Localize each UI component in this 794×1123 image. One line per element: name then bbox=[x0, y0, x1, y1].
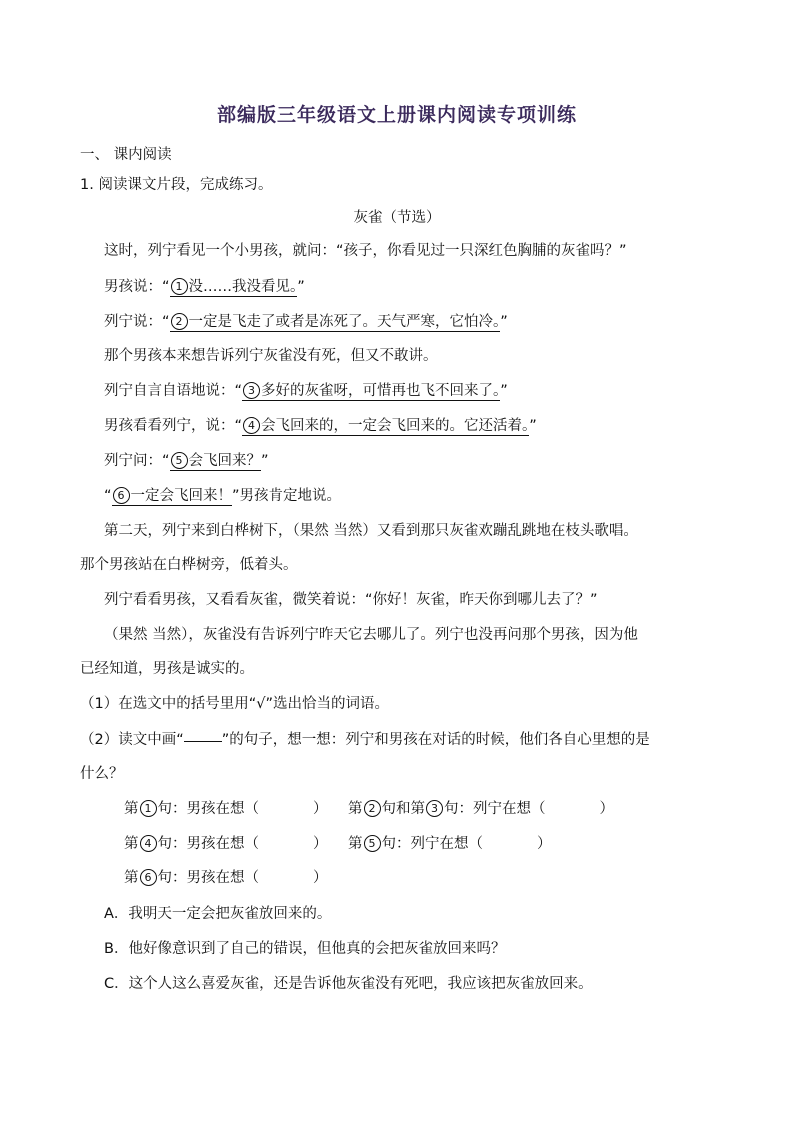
underlined-sentence-6: 6 一定会飞回来！ bbox=[112, 488, 233, 506]
page-title: 部编版三年级语文上册课内阅读专项训练 bbox=[216, 104, 577, 126]
option-b: B．他好像意识到了自己的错误，但他真的会把灰雀放回来吗？ bbox=[104, 941, 506, 957]
passage-paragraph-9-line-2: 那个男孩站在白桦树旁，低着头。 bbox=[80, 557, 298, 573]
fill-item-3: 第 4 句：男孩在想（ ） bbox=[124, 836, 328, 852]
passage-paragraph-10: 列宁看看男孩，又看看灰雀，微笑着说：“你好！灰雀，昨天你到哪儿去了？” bbox=[104, 592, 598, 608]
underline-sample bbox=[184, 729, 222, 742]
fill-item-1: 第 1 句：男孩在想（ ） bbox=[124, 801, 328, 817]
underlined-sentence-2: 2 一定是飞走了或者是冻死了。天气严寒，它怕冷。 bbox=[170, 314, 501, 332]
sub-question-2-line-1: （2）读文中画“ ”的句子，想一想：列宁和男孩在对话的时候，他们各自心里想的是 bbox=[80, 729, 650, 750]
passage-title: 灰雀（节选） bbox=[353, 210, 441, 226]
passage-paragraph-4: 那个男孩本来想告诉列宁灰雀没有死，但又不敢讲。 bbox=[104, 348, 438, 364]
underlined-sentence-5: 5 会飞回来？ bbox=[170, 453, 262, 471]
underlined-sentence-1: 1 没……我没看见。 bbox=[170, 279, 298, 297]
section-heading: 一、 课内阅读 bbox=[80, 147, 172, 163]
passage-paragraph-1: 这时，列宁看见一个小男孩，就问：“孩子，你看见过一只深红色胸脯的灰雀吗？” bbox=[104, 243, 627, 259]
fill-item-4: 第 5 句：列宁在想（ ） bbox=[348, 836, 552, 852]
passage-paragraph-5: 列宁自言自语地说：“ 3 多好的灰雀呀，可惜再也飞不回来了。” bbox=[104, 383, 508, 399]
fill-item-5: 第 6 句：男孩在想（ ） bbox=[124, 870, 328, 886]
passage-paragraph-6: 男孩看看列宁，说：“ 4 会飞回来的，一定会飞回来的。它还活着。” bbox=[104, 418, 537, 434]
passage-paragraph-3: 列宁说：“ 2 一定是飞走了或者是冻死了。天气严寒，它怕冷。” bbox=[104, 314, 508, 330]
sub-question-2-line-2: 什么？ bbox=[80, 766, 124, 782]
underlined-sentence-3: 3 多好的灰雀呀，可惜再也飞不回来了。 bbox=[242, 383, 500, 401]
passage-paragraph-11-line-2: 已经知道，男孩是诚实的。 bbox=[80, 661, 254, 677]
passage-paragraph-8: “ 6 一定会飞回来！”男孩肯定地说。 bbox=[104, 488, 342, 504]
fill-item-2: 第 2 句和第 3 句：列宁在想（ ） bbox=[348, 801, 614, 817]
passage-paragraph-7: 列宁问：“ 5 会飞回来？” bbox=[104, 453, 269, 469]
passage-paragraph-9-line-1: 第二天，列宁来到白桦树下，（果然 当然）又看到那只灰雀欢蹦乱跳地在枝头歌唱。 bbox=[104, 523, 638, 539]
passage-paragraph-2: 男孩说：“ 1 没……我没看见。” bbox=[104, 279, 305, 295]
option-c: C．这个人这么喜爱灰雀，还是告诉他灰雀没有死吧，我应该把灰雀放回来。 bbox=[104, 976, 593, 992]
option-a: A．我明天一定会把灰雀放回来的。 bbox=[104, 906, 332, 922]
question-1-heading: 1. 阅读课文片段，完成练习。 bbox=[80, 177, 273, 193]
underlined-sentence-4: 4 会飞回来的，一定会飞回来的。它还活着。 bbox=[242, 418, 529, 436]
sub-question-1: （1）在选文中的括号里用“√”选出恰当的词语。 bbox=[80, 696, 389, 712]
passage-paragraph-11-line-1: （果然 当然），灰雀没有告诉列宁昨天它去哪儿了。列宁也没再问那个男孩，因为他 bbox=[104, 627, 638, 643]
